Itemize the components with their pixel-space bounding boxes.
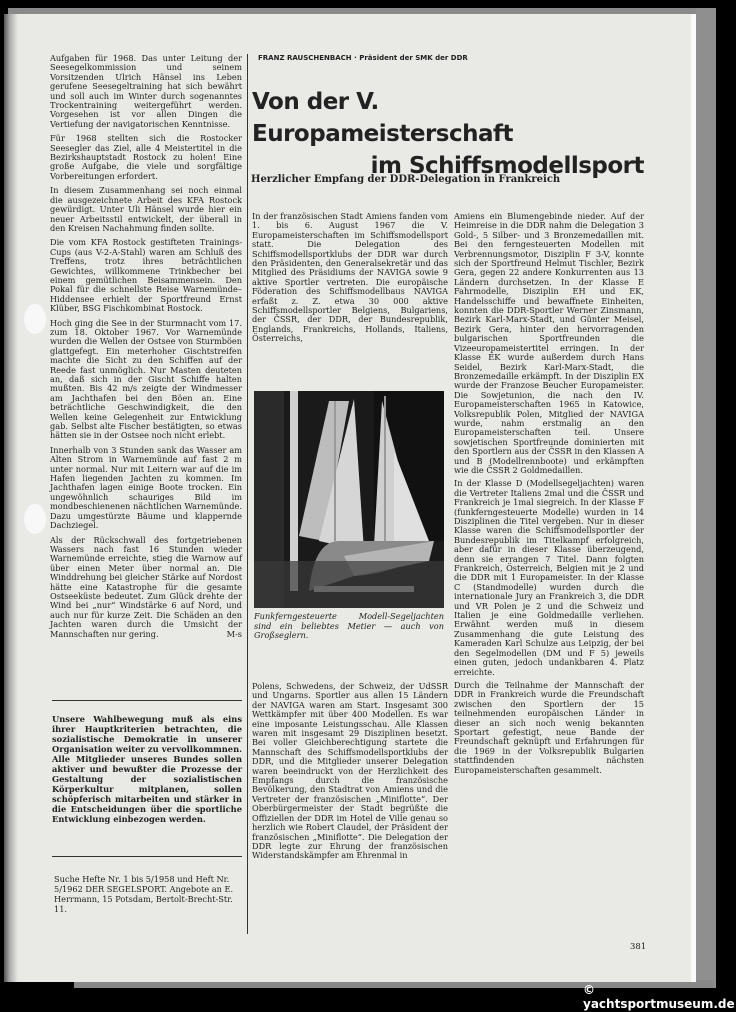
left-paragraph: Für 1968 stellten sich die Rostocker Seesegler das Ziel, alle 4 Meistertitel in die Bezirkshauptstadt Rostock zu holen! Eine große Aufgabe, die viele und sorgfältige Vorbereitungen erfordert. xyxy=(50,133,242,181)
bold-notice: Unsere Wahlbewegung muß als eins ihrer Hauptkriterien betrachten, die sozialistische Demokratie in unserer Organisation weiter zu vervollkommnen. Alle Mitglieder unseres Bundes sollen aktiver und bewußter die Prozesse der Gestaltung der sozialistischen Körperkultur mitplanen, sollen schöpferisch mitarbeiten und stärker in die Entscheidungen über die sportliche Entwicklung einbezogen werden. xyxy=(52,714,242,824)
sailboat-photo-illustration xyxy=(254,391,444,608)
photo-model-sailboats xyxy=(254,391,444,608)
left-paragraph: Innerhalb von 3 Stunden sank das Wasser am Alten Strom in Warnemünde auf fast 2 m unter normal. Nur mit Leitern war auf die im Hafen liegenden Jachten zu kommen. Im Jachthafen lagen einige Boote trocken. Ein ungewöhnlich schauriges Bild im mondbeschienenen nächtlichen Warnemünde. Dazu umgestürzte Bäume und klappernde Dachziegel. xyxy=(50,444,242,531)
byline-separator: · xyxy=(354,54,357,62)
article-paragraph: Amiens ein Blumengebinde nieder. Auf der Heimreise in die DDR nahm die Delegation 3 Gold-, 5 Silber- und 3 Bronzemedaillen mit. Bei den ferngesteuerten Modellen mit Verbrennungsmotor, Disziplin F 3-V, konnte sich der Sportfreund Helmut Tischler, Bezirk Gera, gegen 22 andere Konkurrenten aus 13 Ländern durchsetzen. In der Klasse E Fahrmodelle, Disziplin EH und EK, Handelsschiffe und bewaffnete Einheiten, konnten die DDR-Sportler Werner Zinsmann, Bezirk Karl-Marx-Stadt, und Günter Meisel, Bezirk Gera, hinter den hervorragenden bulgarischen Sportfreunden die Vizeeuropameistertitel erringen. In der Klasse EK wurde außerdem durch Hans Seidel, Bezirk Karl-Marx-Stadt, die Bronzemedaille erkämpft. In der Disziplin EX wurde der Franzose Beucher Europameister. Die Sowjetunion, die nach den IV. Europameisterschaften 1965 in Katowice, Volksrepublik Polen, Mitglied der NAVIGA wurde, nahm erstmalig an den Europameisterschaften teil. Unsere sowjetischen Sportfreunde dominierten mit den Sportlern aus der ČSSR in den Klassen A und B (Modellrennboote) und erkämpften wie die ČSSR 2 Goldmedaillen. xyxy=(454,211,644,475)
left-paragraph: Aufgaben für 1968. Das unter Leitung der Seesegelkommission und seinem Vorsitzenden Ulrich Hänsel ins Leben gerufene Seesegeltraining hat sich bewährt und soll auch im Winter durch sogenanntes Trockentraining weitergeführt werden. Vorgesehen ist vor allen Dingen die Vertiefung der navigatorischen Kenntnisse. xyxy=(50,53,242,129)
headline-line-2: im Schiffsmodellsport xyxy=(370,153,644,179)
headline-line-1: Von der V. Europameisterschaft xyxy=(252,89,514,147)
column-divider xyxy=(247,54,248,934)
punch-hole xyxy=(24,504,46,534)
classified-ad: Suche Hefte Nr. 1 bis 5/1958 und Heft Nr. 5/1962 DER SEGELSPORT. Angebote an E. Herrmann, 15 Potsdam, Bertolt-Brecht-Str. 11. xyxy=(54,874,234,914)
page-binding-shadow xyxy=(4,14,18,982)
punch-hole xyxy=(24,304,46,334)
page-edge-strip xyxy=(691,14,696,982)
middle-column-top xyxy=(252,212,448,348)
separator-rule xyxy=(52,856,242,857)
scan-edge-right xyxy=(696,8,716,988)
byline xyxy=(258,54,468,62)
article-paragraph: In der französischen Stadt Amiens fanden vom 1. bis 6. August 1967 die V. Europameisterschaften im Schiffsmodellsport statt. Die Delegation des Schiffsmodellsportklubs der DDR war durch den Präsidenten, den Generalsekretär und das Mitglied des Präsidiums der NAVIGA sowie 9 aktive Sportler vertreten. Die europäische Föderation des Schiffsmodellbaus NAVIGA erfaßt z. Z. etwa 30 000 aktive Schiffsmodellsportler Belgiens, Bulgariens, der ČSSR, der DDR, der Bundesrepublik, Englands, Frankreichs, Hollands, Italiens, Österreichs, xyxy=(252,211,448,344)
byline-author: FRANZ RAUSCHENBACH xyxy=(258,54,352,62)
magazine-page xyxy=(4,14,696,982)
left-paragraph: In diesem Zusammenhang sei noch einmal die ausgezeichnete Arbeit des KFA Rostock gewürdigt. Unter Uli Hänsel wurde hier ein neuer Arbeitsstil entwickelt, der überall in den Kreisen Nachahmung finden sollte. xyxy=(50,185,242,233)
headline xyxy=(252,86,644,182)
left-paragraph: Die vom KFA Rostock gestifteten Trainings-Cups (aus V-2-A-Stahl) waren am Schluß des Treffens, trotz ihres beträchtlichen Gewichtes, willkommene Trinkbecher bei einem gemütlichen Beisammensein. Den Pokal für die schnellste Reise Warnemünde–Hiddensee erhielt der Sportfreund Ernst Klüber, BSG Fischkombinat Rostock. xyxy=(50,237,242,314)
author-signature: M-s xyxy=(226,628,242,639)
page-number: 381 xyxy=(630,942,647,952)
middle-column-bottom xyxy=(252,682,448,861)
separator-rule xyxy=(52,700,242,701)
left-paragraph: Hoch ging die See in der Sturmnacht vom 17. zum 18. Oktober 1967. Vor Warnemünde wurden die Wellen der Ostsee von Sturmböen glattgefegt. Ein meterhoher Gischtstreifen machte die Sicht zu den Schiffen auf der Reede fast unmöglich. Nur Masten deuteten an, daß sich in der Gischt Schiffe halten mußten. Bis 42 m/s zeigte der Windmesser am Jachthafen bei den Böen an. Eine beträchtliche Geschwindigkeit, die den Wellen keine Gelegenheit zur Entwicklung gab. Selbst alte Fischer bestätigten, so etwas hätten sie in der Ostsee noch nicht erlebt. xyxy=(50,317,242,441)
article-paragraph: In der Klasse D (Modellsegeljachten) waren die Vertreter Italiens 2mal und die ČSSR und Frankreich je 1mal siegreich. In der Klasse F (funkferngesteuerte Modelle) wurden in 14 Disziplinen die Titel vergeben. Nur in dieser Klasse waren die Schiffsmodellsportler der Bundesrepublik im Titelkampf erfolgreich, aber dafür in dieser Klasse überzeugend, denn sie errangen 7 Titel. Dann folgten Frankreich, Österreich, Belgien mit je 2 und die DDR mit 1 Europameister. In der Klasse C (Standmodelle) wurden durch die internationale Jury an Frankreich 3, die DDR und VR Polen je 2 und die Schweiz und Italien je eine Goldmedaille verliehen. Erwähnt werden muß in diesem Zusammenhang die gute Leistung des Kameraden Karl Schulze aus Leipzig, der bei den Segelmodellen (DM und F 5) jeweils einen guten, jedoch undankbaren 4. Platz erreichte. xyxy=(454,478,644,677)
right-column xyxy=(454,212,644,779)
byline-role: Präsident der SMK der DDR xyxy=(359,54,468,62)
article-paragraph: Durch die Teilnahme der Mannschaft der DDR in Frankreich wurde die Freundschaft zwischen den Sportlern der 15 teilnehmenden europäischen Länder in dieser an sich noch wenig bekannten Sportart gefestigt, neue Bande der Freundschaft geknüpft und Erfahrungen für die 1969 in der Volksrepublik Bulgarien stattfindenden nächsten Europameisterschaften gesammelt. xyxy=(454,679,644,775)
article-paragraph: Polens, Schwedens, der Schweiz, der UdSSR und Ungarns. Sportler aus allen 15 Ländern der NAVIGA waren am Start. Insgesamt 300 Wettkämpfer mit über 400 Modellen. Es war eine imposante Leistungsschau. Alle Klassen waren mit insgesamt 29 Disziplinen besetzt. Bei voller Gleichberechtigung startete die Mannschaft des Schiffsmodellsportklubs der DDR, und die Mitglieder unserer Delegation waren beeindruckt von der Herzlichkeit des Empfangs durch die französische Bevölkerung, den Stadtrat von Amiens und die Vertreter der französischen „Miniflotte“. Der Oberbürgermeister der Stadt begrüßte die Offiziellen der DDR im Hotel de Ville genau so herzlich wie Robert Claudel, der Präsident der französischen „Miniflotte“. Die Delegation der DDR legte zur Ehrung der französischen Widerstandskämpfer am Ehrenmal in xyxy=(252,681,448,861)
photo-caption: Funkferngesteuerte Modell-Segeljachten sind ein beliebtes Metier — auch von Großseglern. xyxy=(254,611,444,641)
left-column xyxy=(50,54,242,644)
copyright-watermark: © yachtsportmuseum.de xyxy=(583,983,735,1011)
left-paragraph-text: Als der Rückschwall des fortgetriebenen Wassers nach fast 16 Stunden wieder Warnemünde erreichte, stieg die Warnow auf über einen Meter über normal an. Die Winddrehung bei gleicher Stärke auf Nordost hätte eine Katastrophe für die gesamte Ostseeküste bedeutet. Zum Glück drehte der Wind bei „nur“ Windstärke 6 auf Nord, und auch nur für kurze Zeit. Die Schäden an den Jachten waren durch die Umsicht der Mannschaften nur gering. xyxy=(50,534,242,639)
left-paragraph xyxy=(50,536,242,639)
subheadline: Herzlicher Empfang der DDR-Delegation in Frankreich xyxy=(251,174,561,185)
